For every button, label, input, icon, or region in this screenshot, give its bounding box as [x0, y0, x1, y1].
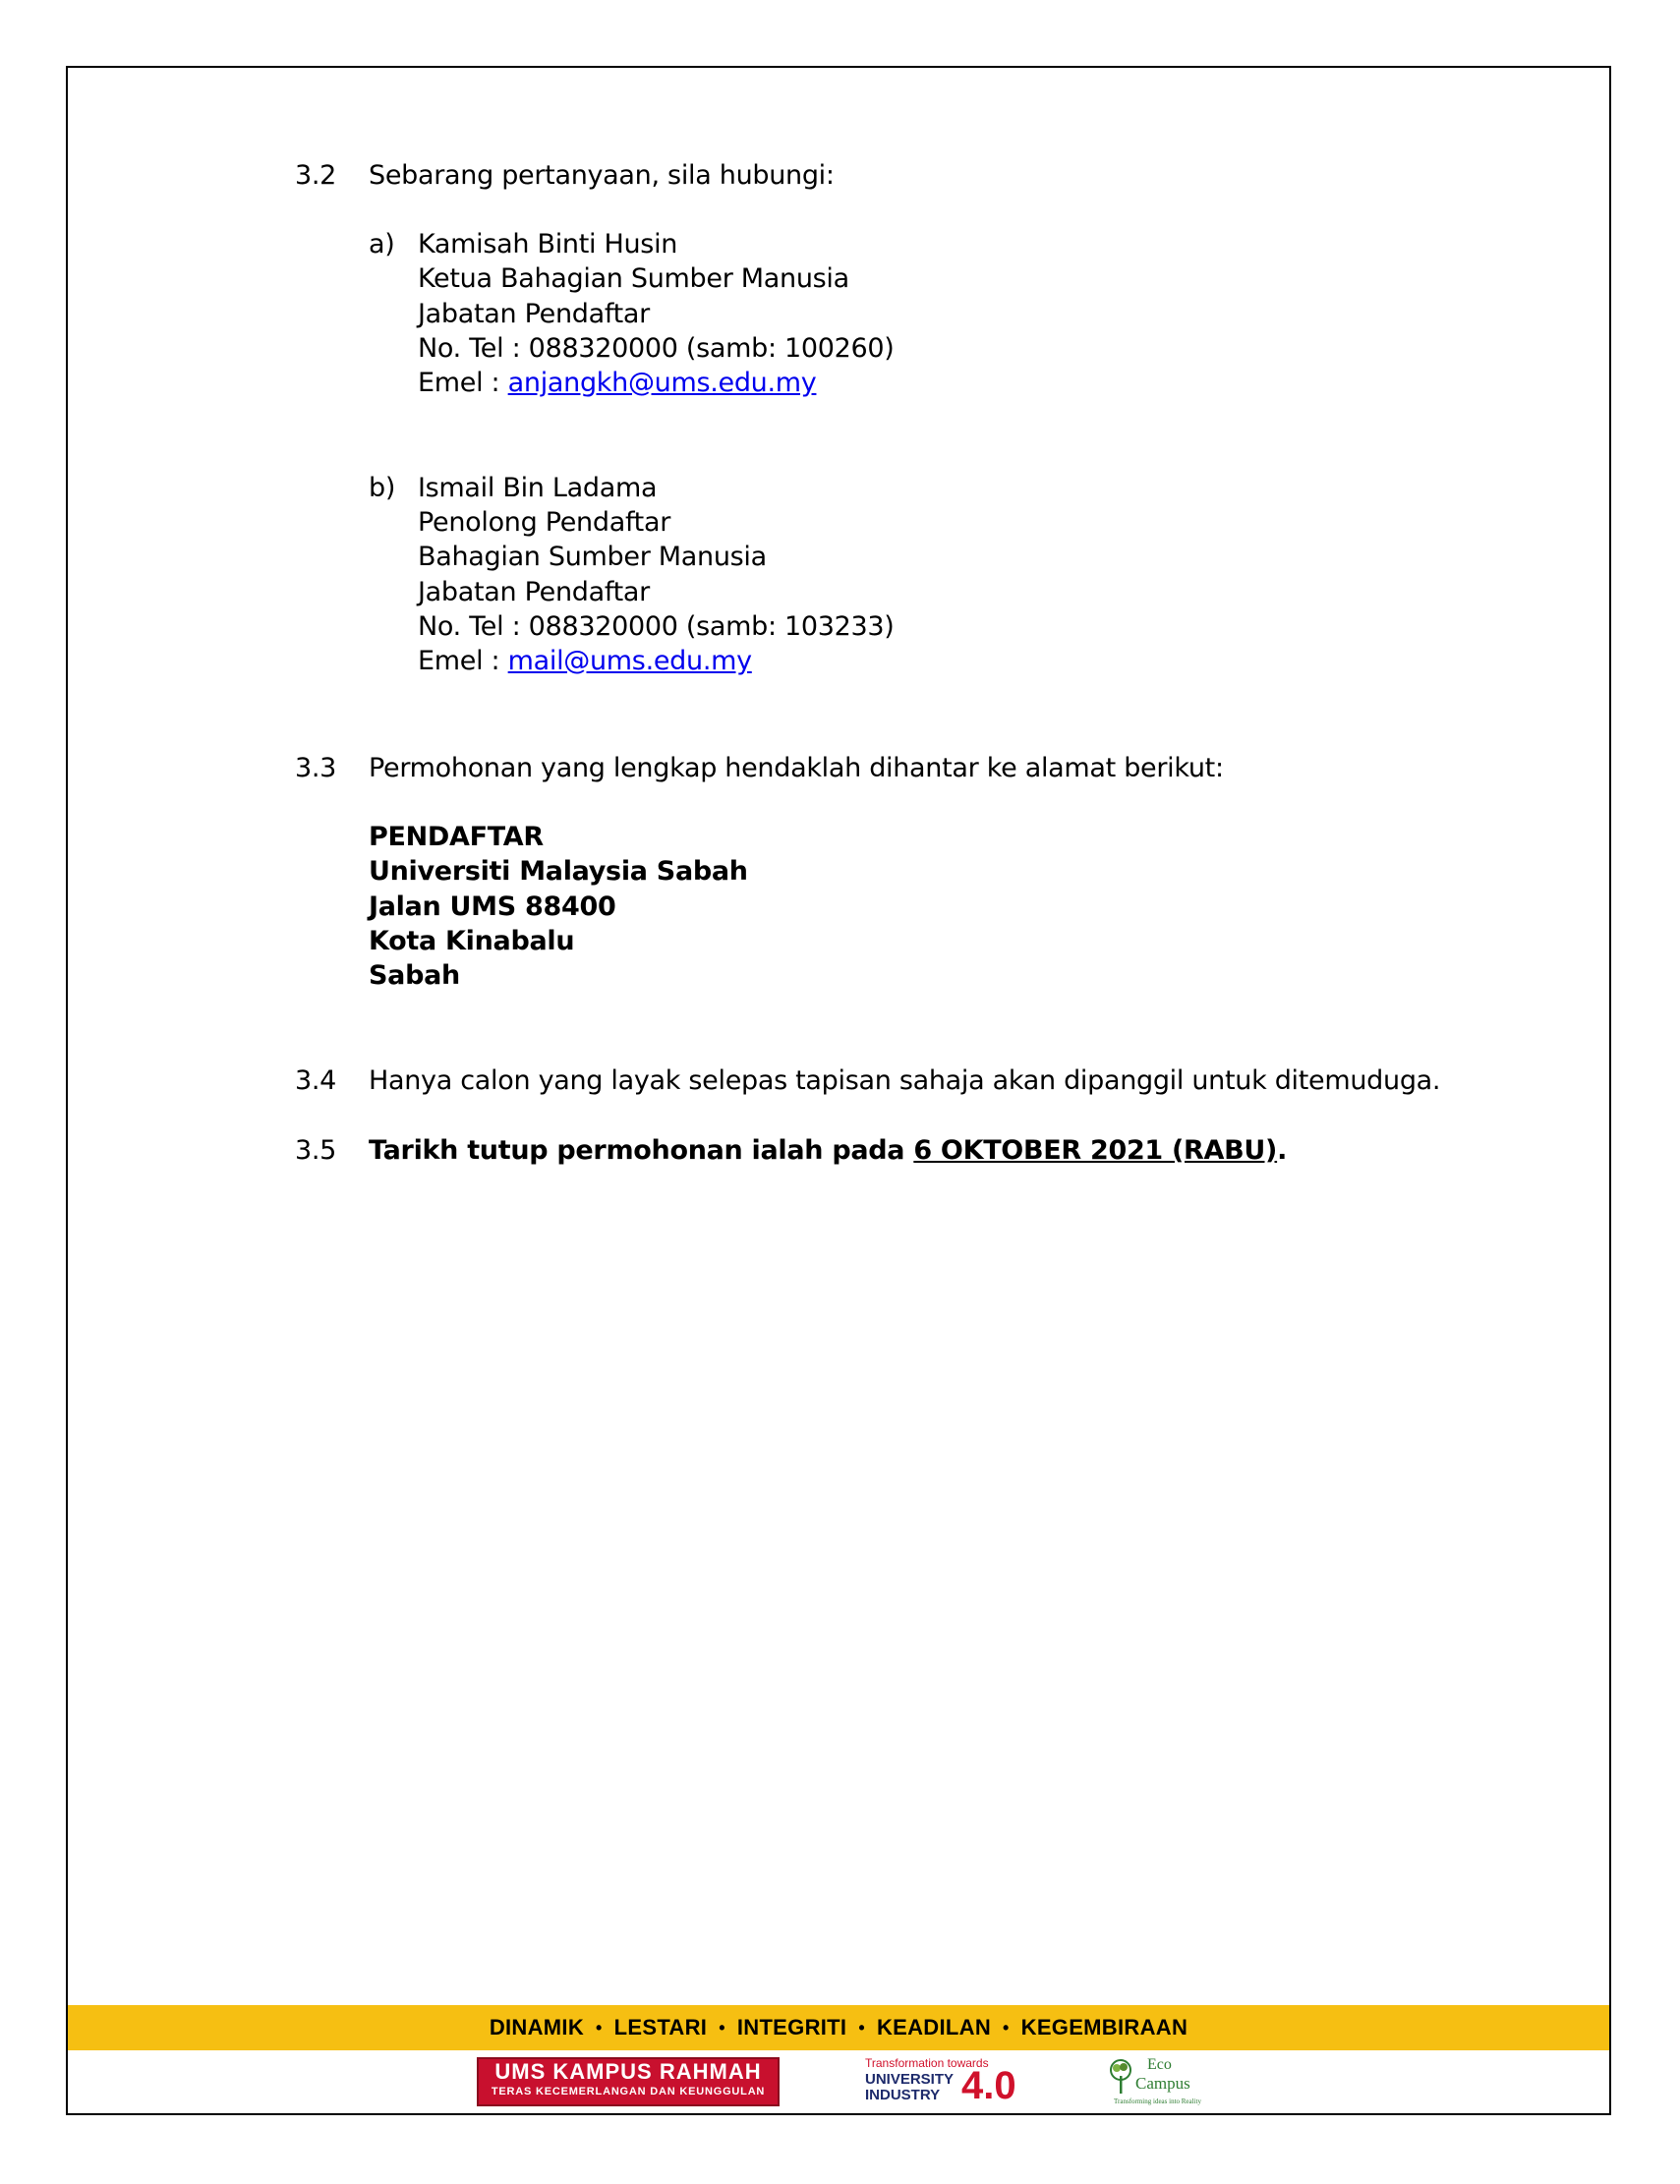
section-3-4-number: 3.4 — [295, 1065, 337, 1096]
section-3-4-text: Hanya calon yang layak selepas tapisan sahaja akan dipanggil untuk ditemuduga. — [369, 1065, 1441, 1096]
address-line: Universiti Malaysia Sabah — [369, 856, 748, 887]
contact-b-marker: b) — [369, 473, 396, 503]
section-3-3-text: Permohonan yang lengkap hendaklah dihantar ke alamat berikut: — [369, 753, 1224, 783]
contact-b-email-line — [418, 644, 752, 678]
closing-date: 6 OKTOBER 2021 (RABU) — [913, 1135, 1278, 1166]
contact-b-email-label: Emel : — [418, 646, 508, 676]
section-3-5-text — [369, 1133, 1287, 1168]
contact-a-marker: a) — [369, 229, 395, 259]
eco-logo-line1: Eco — [1147, 2056, 1172, 2073]
separator-dot: • — [719, 2017, 725, 2038]
address-line: PENDAFTAR — [369, 822, 544, 852]
section-3-5-number: 3.5 — [295, 1135, 337, 1166]
university-industry-logo — [865, 2056, 1032, 2111]
value-integriti: INTEGRITI — [736, 2015, 847, 2040]
separator-dot: • — [1003, 2017, 1010, 2038]
contact-a-email-link[interactable]: anjangkh@ums.edu.my — [507, 368, 817, 398]
contact-b-name: Ismail Bin Ladama — [418, 473, 658, 503]
eco-logo-tagline: Transforming ideas into Reality — [1114, 2098, 1201, 2105]
tree-icon — [1106, 2058, 1135, 2098]
closing-text-suffix: . — [1277, 1135, 1288, 1166]
contact-a-email-label: Emel : — [418, 368, 508, 398]
separator-dot: • — [596, 2017, 603, 2038]
eco-campus-logo — [1106, 2056, 1204, 2111]
contact-b-division: Bahagian Sumber Manusia — [418, 542, 767, 572]
contact-a-tel: No. Tel : 088320000 (samb: 100260) — [418, 333, 895, 364]
value-lestari: LESTARI — [613, 2015, 708, 2040]
eco-logo-line2: Campus — [1135, 2074, 1190, 2093]
contact-a-name: Kamisah Binti Husin — [418, 229, 678, 259]
contact-a-position: Ketua Bahagian Sumber Manusia — [418, 263, 849, 294]
contact-b-tel: No. Tel : 088320000 (samb: 103233) — [418, 611, 895, 642]
rahmah-logo-tagline: TERAS KECEMERLANGAN DAN KEUNGGULAN — [491, 2086, 766, 2098]
contact-b-department: Jabatan Pendaftar — [418, 577, 650, 607]
section-3-2-number: 3.2 — [295, 160, 337, 191]
industry-logo-line2: UNIVERSITY — [865, 2071, 955, 2088]
contact-b-email-link[interactable]: mail@ums.edu.my — [507, 646, 752, 676]
footer-values-band — [68, 2005, 1609, 2050]
industry-logo-line1: Transformation towards — [865, 2056, 989, 2070]
value-dinamik: DINAMIK — [489, 2015, 585, 2040]
address-line: Sabah — [369, 960, 460, 991]
industry-logo-line3: INDUSTRY — [865, 2087, 941, 2103]
value-keadilan: KEADILAN — [876, 2015, 992, 2040]
address-line: Jalan UMS 88400 — [369, 891, 616, 922]
rahmah-logo-title: UMS KAMPUS RAHMAH — [494, 2059, 762, 2084]
section-3-2-text: Sebarang pertanyaan, sila hubungi: — [369, 160, 835, 191]
contact-a-email-line — [418, 366, 816, 400]
industry-logo-version: 4.0 — [961, 2064, 1016, 2107]
address-line: Kota Kinabalu — [369, 926, 575, 956]
ums-kampus-rahmah-logo — [477, 2057, 780, 2106]
contact-a-department: Jabatan Pendaftar — [418, 299, 650, 329]
contact-b-position: Penolong Pendaftar — [418, 507, 671, 538]
separator-dot: • — [858, 2017, 865, 2038]
value-kegembiraan: KEGEMBIRAAN — [1020, 2015, 1188, 2040]
closing-text-prefix: Tarikh tutup permohonan ialah pada — [369, 1135, 914, 1166]
section-3-3-number: 3.3 — [295, 753, 337, 783]
